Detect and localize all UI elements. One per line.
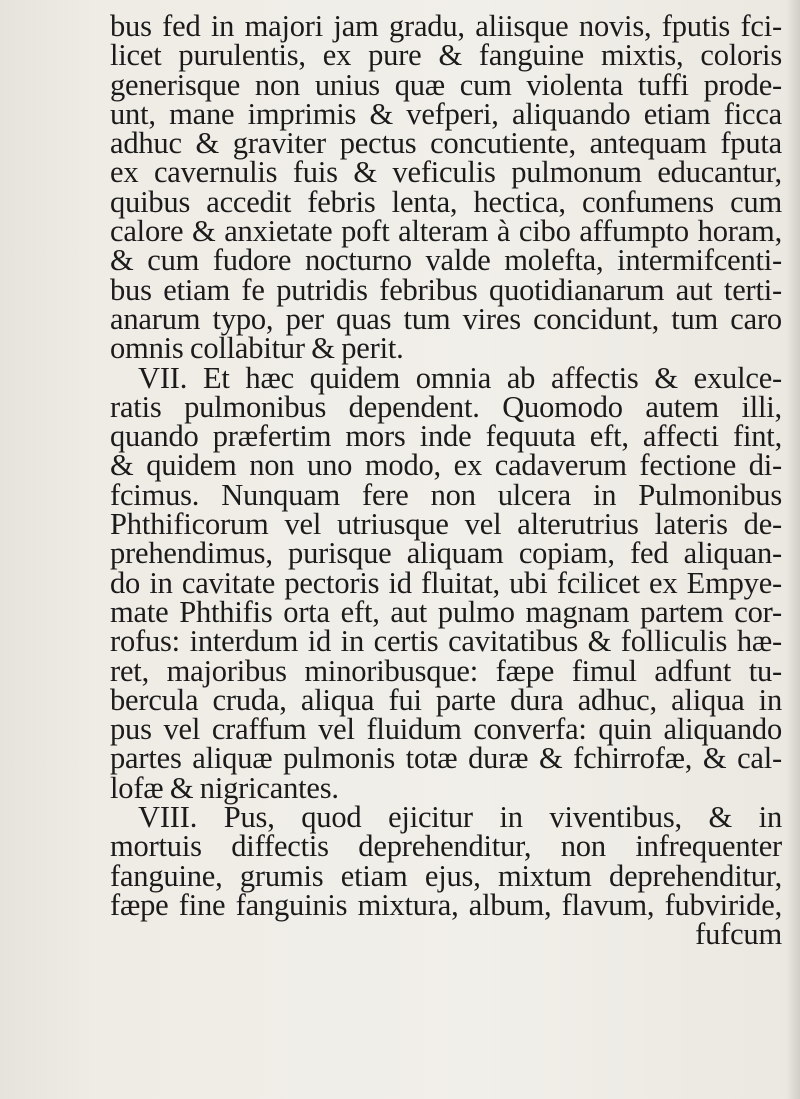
- text-line: partes aliquæ pulmonis totæ duræ & fchirrofæ, & cal-: [110, 741, 782, 776]
- text-line: calore & anxietate poft alteram à cibo affumpto horam,: [110, 214, 782, 249]
- text-line: pus vel craffum vel fluidum converfa: quin aliquando: [110, 712, 782, 747]
- section-heading-viii: VIII. Pus, quod ejicitur in viventibus, & in: [138, 800, 782, 835]
- text-line: rofus: interdum id in certis cavitatibus & folliculis hæ-: [110, 624, 782, 659]
- text-line: mortuis diffectis deprehenditur, non infrequenter: [110, 829, 782, 864]
- text-line: adhuc & graviter pectus concutiente, antequam fputa: [110, 126, 782, 161]
- text-line: bus fed in majori jam gradu, aliisque novis, fputis fci-: [110, 9, 782, 43]
- text-line: fcimus. Nunquam fere non ulcera in Pulmonibus: [110, 477, 782, 512]
- text-line: Phthificorum vel utriusque vel alterutrius lateris de-: [110, 507, 782, 542]
- page-edge-shadow: [786, 0, 800, 1099]
- text-line: generisque non unius quæ cum violenta tuffi prode-: [110, 67, 782, 102]
- text-line: ratis pulmonibus dependent. Quomodo autem illi,: [110, 389, 782, 424]
- text-line: mate Phthifis orta eft, aut pulmo magnam partem cor-: [110, 594, 782, 629]
- text-line: ex cavernulis fuis & veficulis pulmonum educantur,: [110, 155, 782, 190]
- text-line: bercula cruda, aliqua fui parte dura adhuc, aliqua in: [110, 682, 782, 717]
- catchword: fufcum: [695, 917, 782, 952]
- text-line: lofæ & nigricantes.: [110, 770, 339, 805]
- text-line: & cum fudore nocturno valde molefta, intermifcenti-: [110, 243, 782, 278]
- section-heading-vii: VII. Et hæc quidem omnia ab affectis & exulce-: [138, 360, 782, 395]
- text-line: quibus accedit febris lenta, hectica, confumens cum: [110, 184, 782, 219]
- text-line: unt, mane imprimis & vefperi, aliquando etiam ficca: [110, 96, 782, 131]
- text-line: prehendimus, purisque aliquam copiam, fed aliquan-: [110, 536, 782, 571]
- text-line: fanguine, grumis etiam ejus, mixtum deprehenditur,: [110, 858, 782, 893]
- text-line: ret, majoribus minoribusque: fæpe fimul adfunt tu-: [110, 653, 782, 688]
- text-line: do in cavitate pectoris id fluitat, ubi fcilicet ex Empye-: [110, 565, 782, 600]
- text-line: fæpe fine fanguinis mixtura, album, flavum, fubviride,: [110, 887, 782, 922]
- text-line: & quidem non uno modo, ex cadaverum fectione di-: [110, 448, 782, 483]
- text-line: omnis collabitur & perit.: [110, 331, 404, 366]
- text-line: quando præfertim mors inde fequuta eft, affecti fint,: [110, 419, 782, 454]
- text-line: anarum typo, per quas tum vires concidunt, tum caro: [110, 301, 782, 336]
- text-line: licet purulentis, ex pure & fanguine mixtis, coloris: [110, 38, 782, 73]
- body-text: [110, 9, 782, 952]
- text-line: bus etiam fe putridis febribus quotidianarum aut terti-: [110, 272, 782, 307]
